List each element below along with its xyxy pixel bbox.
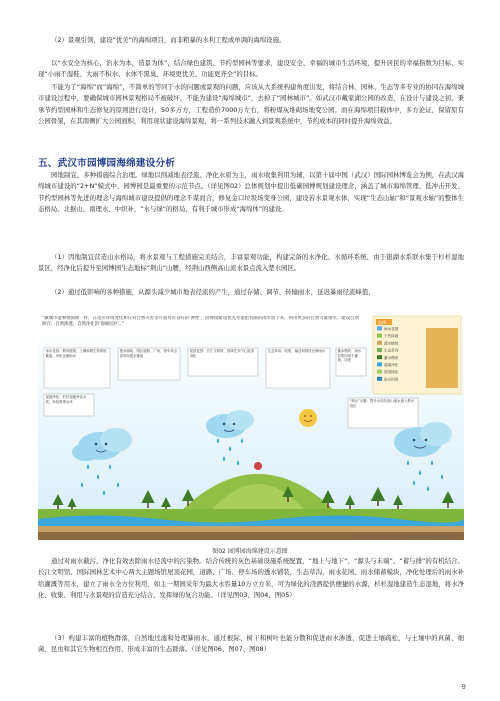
- legend-panel: [373, 316, 461, 394]
- paragraph-sponge-balance: 不能为了“海绵”而“海绵”，不简单的等同于水的问题或景观的问题，应该从大系统构建角度出发，将结合林、园林、生态等多专业的协同在海绵城市建设过程中，要确保城市园林景观格局不被破坏，不能为建设“海绵城市”，去掉了“园林城市”。如武汉市戴家湖公园的改造，在设计与建设之初，秉承节约型园林和生态修复的原则进行设计，50多万方，工程造价7000万左右，将粉煤灰堆砌场地变公园。而在海绵项目载体中，多方论证，保留原有公园骨架，在其南侧扩大公园面积，利用现状建设海绵景观，将一系列技术融入到景观系统中，节约成本的同时提升海绵效益。: [38, 83, 464, 126]
- paragraph-landscape-lead: （2）景观引领，建设“优美”的海绵项目，而非粗暴的水利工程或单调的海绵设施。: [51, 36, 286, 44]
- annotation-text: 雨水花园：利用植物、土壤和微生物系统蓄渗、净化径流雨水: [45, 349, 107, 358]
- paragraph-landscape-water: （1）因地制宜营造山水格局，将水景观与工程措施完美结合，丰富景观功能，构建完备的水净化、水循环系统，由于银湖水系联水集于杉杉湿地景区，经净化后提升至园博园生态地标“荆山”山腰，经荆山西侧高山流水景点流入楚水园区。: [38, 253, 464, 273]
- figure-caption: 图02 园博园海绵建设示意图: [212, 548, 288, 555]
- legend-swatch: [377, 370, 382, 374]
- legend-item: 湿地净化: [384, 363, 399, 367]
- annotation-text: 湿地净化：杉杉湿地净化水质，补给景观水体: [45, 395, 87, 404]
- annotation-text: 蓄水模块：雨水收集回用于灌溉、冲洗: [337, 349, 362, 363]
- figure-credit: 设计说明：李常芬 李鸿斌 《武汉园博园海绵城市建设设计方案》: [357, 535, 460, 539]
- sun-icon: [299, 409, 317, 427]
- paragraph-rain-utilization: 通过对雨水截污、净化有效去除雨水径流中的污染物。结合传统的灰色基础设施系统配置，“地上与地下”、“源头与末端”、“蓄与排”的有机结合。长江文明馆、国际园林艺术中心两大主题场馆屋顶花园，道路、广场、停车场的透水铺装，生态草沟、雨水花园、雨水储蓄模块，净化处理后的雨水补给灌溉等用水，建立了雨水全方位利用，如主一期园采年为最大水容量10万立方米，可为绿化的浇洒提供便捷的水源，杉杉湿地建造生态湿地，将水净化、收集、利用与水景观的营造充分结合，发挥绿的复合功能。（详见图03、图04、图05）: [38, 557, 464, 600]
- annotation-text: 屋顶花园：长江文明馆、园林艺术中心屋顶绿化: [189, 349, 254, 358]
- paragraph-expo-overview: 园地制宜，多种措施综合治理。绿地以削减地表径流、净化水质为主，雨水收集利用为辅，以第十届中国（武汉）国际园林博览会为例，在武汉海绵城市建设的“2+N”模式中，园博园是最重要的示范节点。（详见图02）总体规划中提出低碳园博规划建设理念，涵盖了城市海绵管理、低冲击开发、节约型园林等先进的理念与海绵城市建设提倡的理念不谋而合，修复金口垃圾场变身公园，建设若水景观水体，实现“生态山轴”和“景观水轴”的整体生态格局。北据山、南理水、中织补，“水与绿”的格局，有利于城市形成“海绵体”的建设。: [38, 171, 464, 214]
- paragraph-low-impact: （2）通过低影响的各种措施，从源头减少城市地表径流的产生，通过存储、调节、转输雨水，延迟暴雨径流峰值，: [51, 288, 375, 296]
- annotation-text: “荆山”山腰：提升水体经高山流水流入楚水园区: [349, 399, 415, 408]
- legend-item: 下凹绿地: [384, 334, 399, 339]
- legend-swatch: [377, 355, 382, 359]
- legend-title: 图例: [378, 319, 386, 325]
- legend-swatch: [377, 362, 382, 366]
- banner-quote: “做城市能够像海绵一样，在适应环境变化和应对自然灾害等方面具有良好的‘弹性’，园博园建设优先考虑把有限的雨水留下来，利用更多的自然力量排水，建设自然积存、自然渗透、自然净化的‘海绵园区’。”: [42, 316, 359, 327]
- legend-swatch: [377, 348, 382, 352]
- figure-illustration: [38, 314, 464, 540]
- legend-item: 蓄水模块: [384, 355, 399, 360]
- legend-swatch: [377, 341, 382, 345]
- annotation-text: 透水铺装：园区道路、广场、停车场全部采用透水铺装: [119, 349, 178, 358]
- legend-item: 生态草沟: [384, 348, 399, 353]
- sponge-construction-figure: [38, 314, 464, 540]
- page-number: 9: [461, 683, 466, 691]
- annotation-text: 生态草沟：收集、输送和排放径流雨水: [267, 349, 326, 353]
- section-title: 五、武汉市园博园海绵建设分析: [38, 158, 176, 169]
- paragraph-water-safety: 以“水安全为核心，治水为本，造景为体”，结合绿色建筑、节约型园林等要求，建设安全、幸福的城市生活环境，提升居民的幸福指数为目标，实现“小雨不湿鞋、大雨不积水、水体不黑臭、环境更优美、功能更齐全”的目标。: [38, 59, 464, 79]
- legend-item: 雨水花园: [384, 327, 399, 331]
- legend-swatch: [377, 326, 382, 330]
- legend-item: 雨水回用: [384, 377, 399, 382]
- legend-item: 屋顶绿化: [384, 370, 399, 375]
- legend-item: 透水铺装: [384, 341, 399, 346]
- legend-swatch: [377, 334, 382, 338]
- paragraph-plant-community: （3）构建丰富的植物群落，自然地过滤和处理暴雨水，通过根际、树干和树叶也能分散和促进雨水渗透，促进土壤疏松，与土壤中的真菌、细菌、昆虫和其它生物相互作用，形成丰富的生态群落。（详见图06、图07、图08）: [38, 634, 464, 654]
- legend-swatch: [377, 377, 382, 381]
